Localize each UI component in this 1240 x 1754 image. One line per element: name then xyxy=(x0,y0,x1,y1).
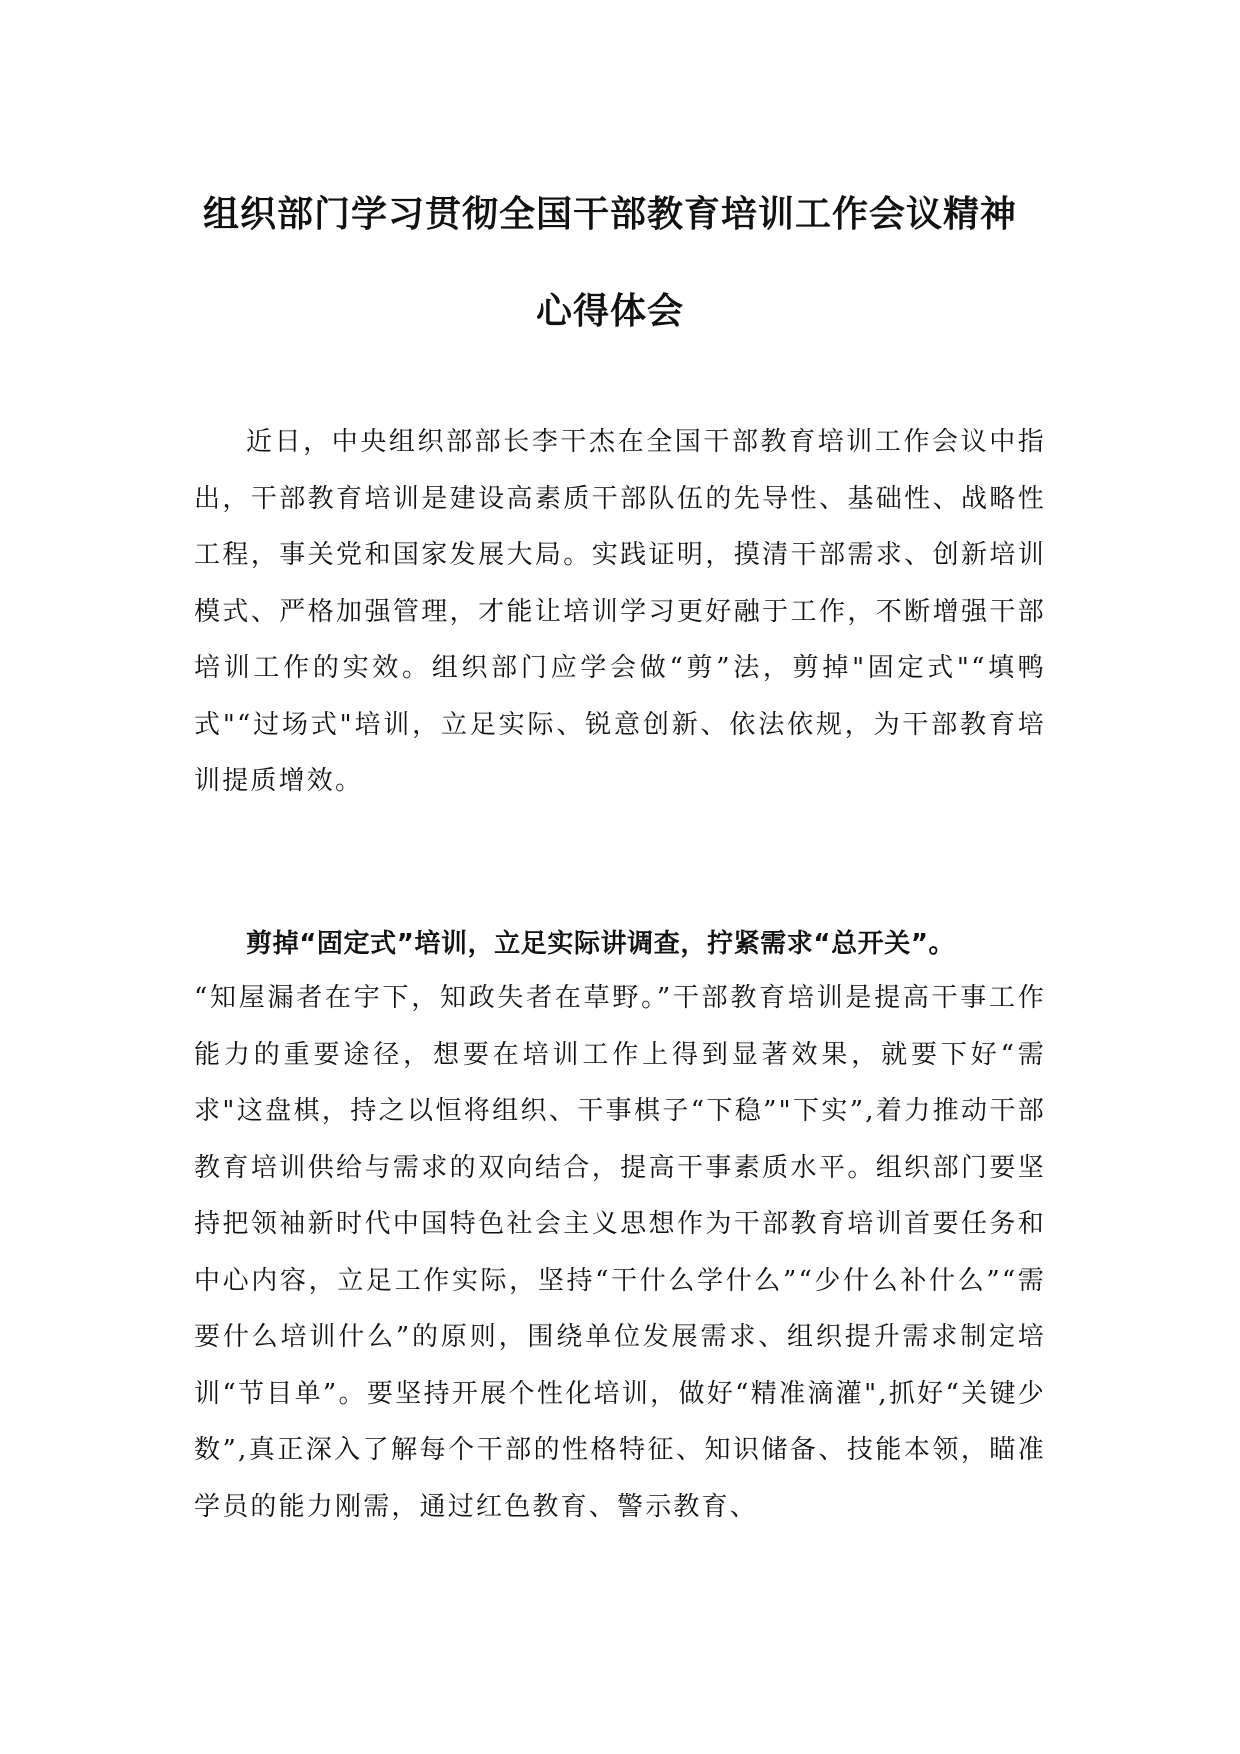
intro-paragraph: 近日，中央组织部部长李干杰在全国干部教育培训工作会议中指出，干部教育培训是建设高素质干部队伍的先导性、基础性、战略性工程，事关党和国家发展大局。实践证明，摸清干部需求、创新培训模式、严格加强管理，才能让培训学习更好融于工作，不断增强干部培训工作的实效。组织部门应学会做“剪”法，剪掉"固定式"“填鸭式"“过场式"培训，立足实际、锐意创新、依法依规，为干部教育培训提质增效。 xyxy=(194,427,1046,796)
section-heading: 剪掉“固定式”培训，立足实际讲调查，拧紧需求“总开关”。 xyxy=(246,929,956,959)
document-title-line-1: 组织部门学习贯彻全国干部教育培训工作会议精神 xyxy=(202,194,1017,235)
document-title-line-2: 心得体会 xyxy=(535,291,684,332)
body-paragraph: “知屋漏者在宇下，知政失者在草野。”干部教育培训是提高干事工作能力的重要途径，想要在培训工作上得到显著效果，就要下好“需求"这盘棋，持之以恒将组织、干事棋子“下稳”"下实”,着力推动干部教育培训供给与需求的双向结合，提高干事素质水平。组织部门要坚持把领袖新时代中国特色社会主义思想作为干部教育培训首要任务和中心内容，立足工作实际，坚持“干什么学什么”“少什么补什么”“需要什么培训什么”的原则，围绕单位发展需求、组织提升需求制定培训“节目单”。要坚持开展个性化培训，做好“精准滴灌",抓好“关键少数”,真正深入了解每个干部的性格特征、知识储备、技能本领，瞄准学员的能力刚需，通过红色教育、警示教育、 xyxy=(194,983,1046,1522)
